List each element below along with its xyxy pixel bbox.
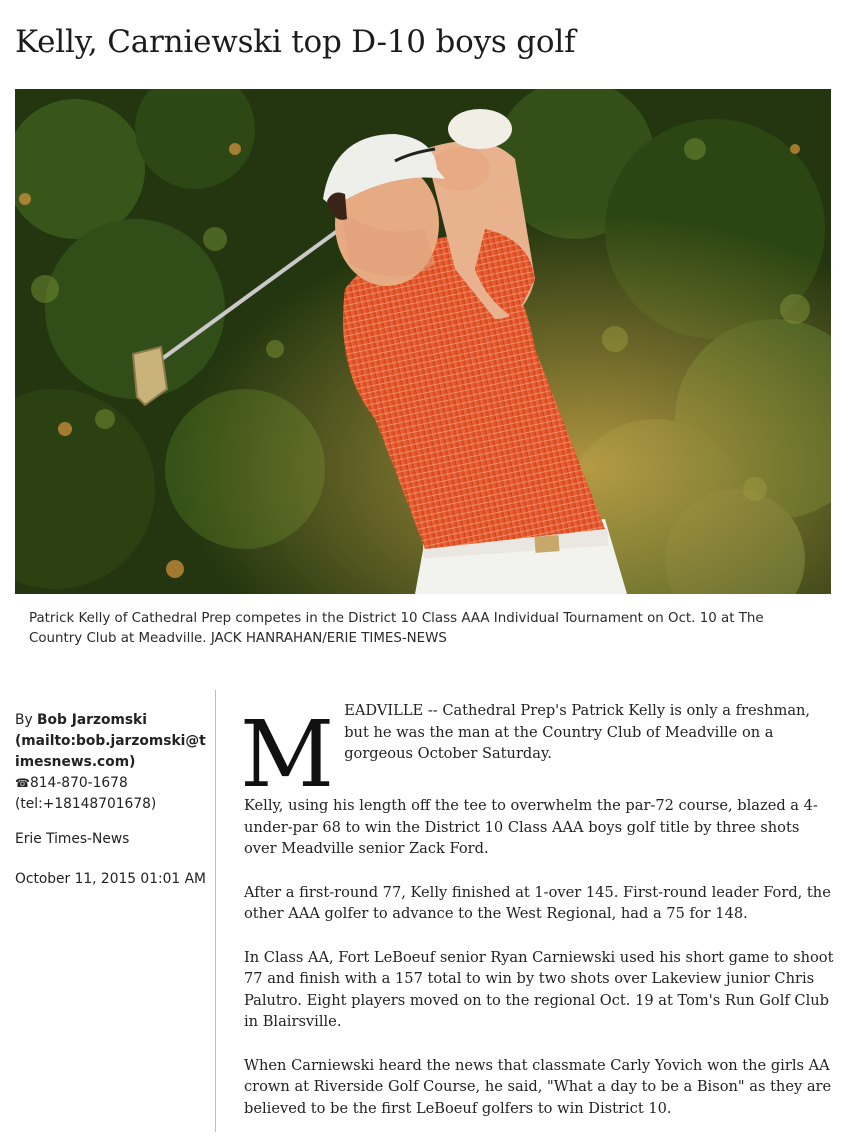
paragraph-text: EADVILLE -- Cathedral Prep's Patrick Kelly is only a freshman, but he was the man at the Country Club of Meadville on a gorgeous October Saturday. bbox=[344, 702, 811, 762]
byline-prefix: By bbox=[15, 712, 33, 728]
article-paragraph: Kelly, using his length off the tee to overwhelm the par-72 course, blazed a 4-under-par 68 to win the District 10 Class AAA boys golf title by three shots over Meadville senior Zack Ford. bbox=[244, 797, 818, 857]
author-link[interactable]: Bob Jarzomski bbox=[37, 712, 147, 728]
tel-link[interactable]: (tel:+18148701678) bbox=[15, 796, 157, 812]
phone-link[interactable]: 814-870-1678 bbox=[30, 775, 128, 791]
phone-line bbox=[15, 773, 210, 794]
golfer-photo-illustration bbox=[15, 89, 831, 594]
article-photo bbox=[15, 89, 831, 594]
byline-panel bbox=[15, 710, 210, 890]
outlet-name: Erie Times-News bbox=[15, 831, 130, 847]
publish-date: October 11, 2015 01:01 AM bbox=[15, 871, 206, 887]
article-paragraph bbox=[240, 700, 834, 808]
photo-caption: Patrick Kelly of Cathedral Prep competes in the District 10 Class AAA Individual Tournament on Oct. 10 at The Country Club at Meadville. JACK HANRAHAN/ERIE TIMES-NEWS bbox=[29, 611, 764, 646]
byline bbox=[15, 710, 210, 773]
author-email-link[interactable]: (mailto:bob.jarzomski@timesnews.com) bbox=[15, 733, 206, 770]
article-paragraph: When Carniewski heard the news that classmate Carly Yovich won the girls AA crown at Riverside Golf Course, he said, "What a day to be a Bison" as they are believed to be the first LeBoeuf golfers to win District 10. bbox=[244, 1056, 832, 1117]
column-divider bbox=[215, 690, 216, 1132]
drop-cap: M bbox=[240, 701, 335, 808]
headline: Kelly, Carniewski top D-10 boys golf bbox=[15, 24, 576, 60]
phone-icon: ☎ bbox=[15, 776, 30, 790]
article-paragraph: After a first-round 77, Kelly finished at 1-over 145. First-round leader Ford, the other AAA golfer to advance to the West Regional, had a 75 for 148. bbox=[244, 883, 831, 922]
article-body bbox=[240, 700, 834, 1141]
article-paragraph: In Class AA, Fort LeBoeuf senior Ryan Carniewski used his short game to shoot 77 and finish with a 157 total to win by two shots over Lakeview junior Chris Palutro. Eight players moved on to the regional Oct. 19 at Tom's Run Golf Club in Blairsville. bbox=[244, 948, 834, 1030]
